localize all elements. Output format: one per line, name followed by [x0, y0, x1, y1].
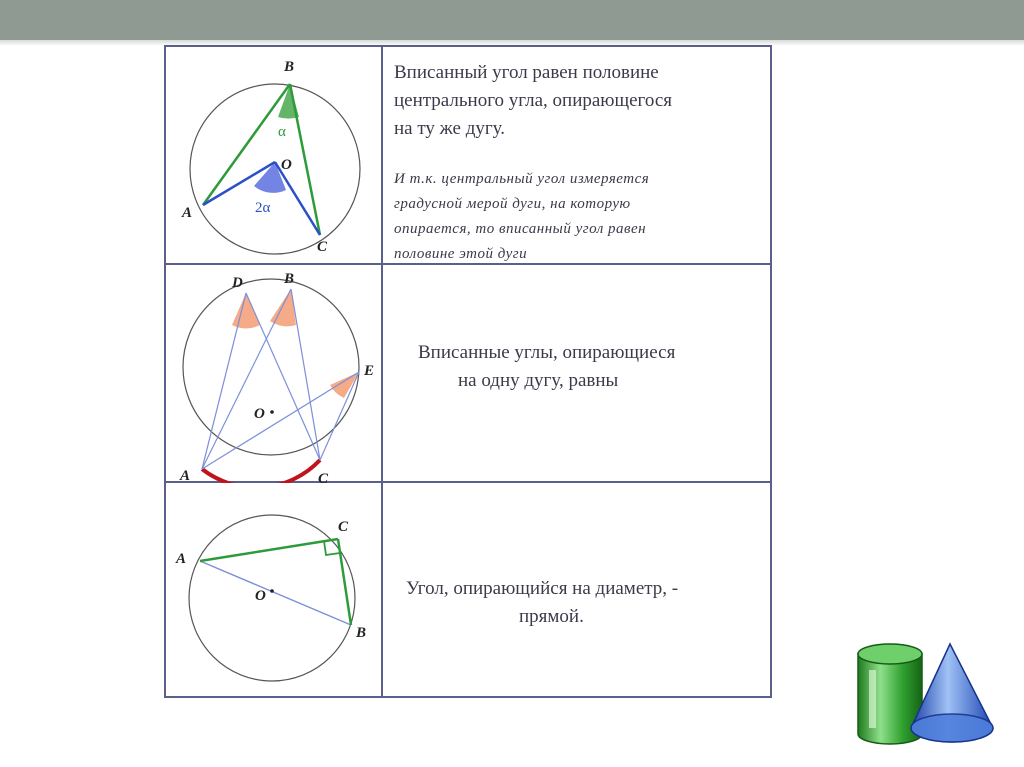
decorative-shapes	[855, 640, 1005, 755]
text-line: прямой.	[519, 606, 584, 627]
center-point	[270, 410, 274, 414]
label-a: A	[176, 551, 187, 567]
text-line: Вписанные углы, опирающиеся	[418, 342, 676, 363]
arc-ac	[202, 460, 320, 483]
label-b: B	[356, 625, 367, 641]
figure-inscribed-central	[166, 47, 381, 265]
label-two-alpha: 2α	[255, 200, 271, 216]
label-a: A	[180, 468, 191, 483]
label-c: C	[317, 239, 328, 255]
text-line: центрального угла, опирающегося	[394, 90, 673, 111]
label-o: O	[254, 406, 265, 422]
row-central-angle	[166, 47, 770, 265]
cone-icon	[911, 644, 993, 742]
text-line: половине этой дуги	[394, 246, 528, 262]
label-d: D	[232, 275, 243, 291]
angle-d-arc	[232, 293, 260, 328]
row3-statement	[406, 575, 678, 631]
figure-equal-angles	[166, 265, 381, 483]
text-line: на ту же дугу.	[394, 118, 506, 139]
text-line: опирается, то вписанный угол равен	[394, 221, 647, 237]
text-line: И т.к. центральный угол измеряется	[394, 171, 650, 187]
label-o: O	[255, 588, 266, 604]
center-point	[270, 589, 274, 593]
chord-cb	[338, 539, 351, 625]
text-line: на одну дугу, равны	[458, 370, 619, 391]
row-diameter-angle	[166, 483, 770, 696]
text-line: Вписанный угол равен половине	[394, 62, 659, 83]
label-c: C	[318, 471, 329, 483]
text-line: градусной мерой дуги, на которую	[394, 196, 631, 212]
row1-explanation	[394, 167, 649, 267]
text-line: Угол, опирающийся на диаметр, -	[406, 578, 679, 599]
row2-statement	[418, 339, 675, 395]
chord-ac	[200, 539, 338, 561]
label-b: B	[284, 59, 295, 75]
top-bar	[0, 0, 1024, 40]
label-c: C	[338, 519, 349, 535]
label-a: A	[182, 205, 193, 221]
label-o: O	[281, 157, 292, 173]
label-alpha: α	[278, 124, 286, 140]
diameter-ab	[200, 561, 351, 625]
theorem-table	[164, 45, 772, 698]
row1-statement	[394, 59, 672, 143]
figure-diameter	[166, 483, 381, 696]
row-equal-inscribed	[166, 265, 770, 483]
circle	[183, 279, 359, 455]
label-b: B	[284, 271, 295, 287]
label-e: E	[364, 363, 375, 379]
